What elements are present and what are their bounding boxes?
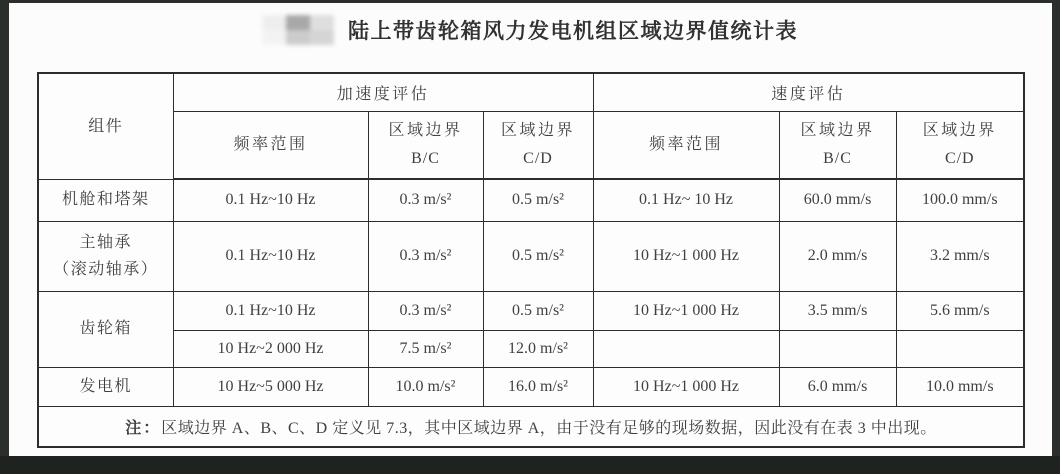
boundary-label: 区域边界 — [922, 121, 997, 139]
header-accel-freq-range: 频率范围 — [173, 111, 368, 179]
component-line: 主轴承 — [79, 233, 132, 251]
header-acceleration-group: 加速度评估 — [173, 73, 593, 111]
table-cell: 10 Hz~1 000 Hz — [593, 221, 779, 291]
table-cell: 3.5 mm/s — [779, 291, 896, 330]
table-cell: 10 Hz~1 000 Hz — [593, 367, 779, 406]
table-cell: 0.5 m/s² — [483, 221, 593, 291]
component-cell: 机舱和塔架 — [38, 179, 173, 221]
boundary-cd-label: C/D — [944, 149, 975, 167]
component-cell — [38, 221, 173, 291]
component-cell: 发电机 — [38, 367, 173, 406]
boundary-bc-label: B/C — [411, 149, 440, 167]
table-cell — [593, 330, 779, 367]
redacted-label — [262, 15, 334, 45]
table-cell: 0.5 m/s² — [483, 291, 593, 330]
table-cell: 10.0 m/s² — [368, 367, 483, 406]
table-cell: 100.0 mm/s — [896, 179, 1024, 221]
scan-edge-right — [1052, 0, 1060, 474]
header-vel-freq-range: 频率范围 — [593, 111, 779, 179]
table-cell: 5.6 mm/s — [896, 291, 1024, 330]
boundary-label: 区域边界 — [501, 121, 576, 139]
table-cell: 3.2 mm/s — [896, 221, 1024, 291]
note-label: 注： — [125, 419, 162, 437]
table-cell: 60.0 mm/s — [779, 179, 896, 221]
table-cell — [779, 330, 896, 367]
boundary-values-table — [37, 72, 1025, 448]
table-cell: 0.3 m/s² — [368, 179, 483, 221]
header-vel-boundary-cd — [896, 111, 1024, 179]
header-component: 组件 — [38, 73, 173, 179]
row-main-bearing — [38, 221, 1024, 291]
table-cell: 10 Hz~2 000 Hz — [173, 330, 368, 367]
table-cell: 0.3 m/s² — [368, 221, 483, 291]
table-cell: 0.3 m/s² — [368, 291, 483, 330]
table-note — [38, 406, 1024, 447]
scan-edge-left — [0, 0, 9, 474]
boundary-label: 区域边界 — [800, 121, 875, 139]
table-cell: 0.5 m/s² — [483, 179, 593, 221]
row-gearbox-1 — [38, 291, 1024, 330]
table-cell — [896, 330, 1024, 367]
header-vel-boundary-bc — [779, 111, 896, 179]
note-row — [38, 406, 1024, 447]
table-cell: 2.0 mm/s — [779, 221, 896, 291]
note-text: 区域边界 A、B、C、D 定义见 7.3，其中区域边界 A，由于没有足够的现场数据，因此没有在表 3 中出现。 — [161, 419, 937, 437]
table-cell: 0.1 Hz~10 Hz — [173, 179, 368, 221]
header-velocity-group: 速度评估 — [593, 73, 1024, 111]
table-cell: 10.0 mm/s — [896, 367, 1024, 406]
scan-edge-bottom — [0, 456, 1060, 474]
table-cell: 12.0 m/s² — [483, 330, 593, 367]
row-gearbox-2 — [38, 330, 1024, 367]
page-title: 陆上带齿轮箱风力发电机组区域边界值统计表 — [348, 19, 798, 43]
header-sub-row — [38, 111, 1024, 179]
header-group-row — [38, 73, 1024, 111]
boundary-cd-label: C/D — [523, 149, 553, 167]
row-generator — [38, 367, 1024, 406]
component-cell: 齿轮箱 — [38, 291, 173, 367]
table-cell: 16.0 m/s² — [483, 367, 593, 406]
header-accel-boundary-bc — [368, 111, 483, 179]
table-cell: 0.1 Hz~ 10 Hz — [593, 179, 779, 221]
boundary-label: 区域边界 — [388, 121, 463, 139]
table-cell: 0.1 Hz~10 Hz — [173, 221, 368, 291]
table-cell: 0.1 Hz~10 Hz — [173, 291, 368, 330]
header-accel-boundary-cd — [483, 111, 593, 179]
component-line: （滚动轴承） — [53, 261, 159, 278]
table-cell: 10 Hz~1 000 Hz — [593, 291, 779, 330]
table-cell: 10 Hz~5 000 Hz — [173, 367, 368, 406]
scan-edge-top — [0, 0, 1060, 3]
title-row — [0, 15, 1060, 45]
table-cell: 7.5 m/s² — [368, 330, 483, 367]
table-cell: 6.0 mm/s — [779, 367, 896, 406]
row-nacelle-tower — [38, 179, 1024, 221]
boundary-bc-label: B/C — [823, 149, 852, 167]
